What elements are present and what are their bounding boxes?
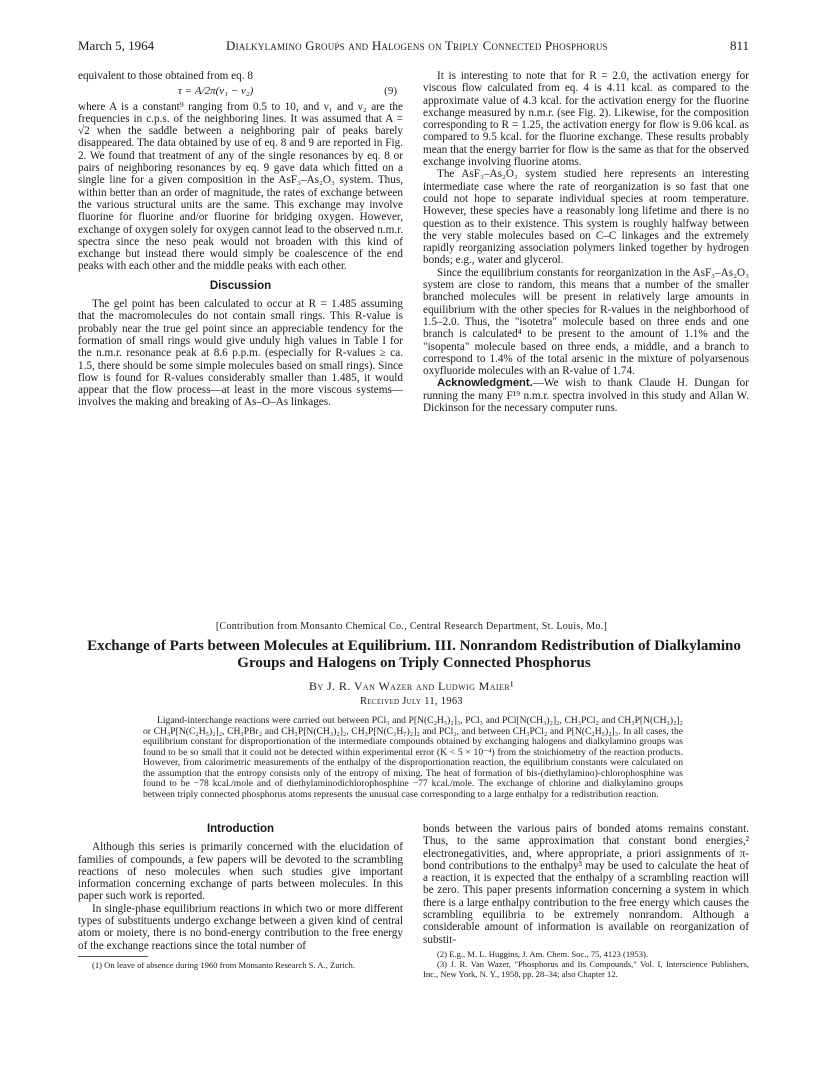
- paragraph: The AsF₃–As₂O₃ system studied here represents an interesting intermediate case where the rate of reorganization is so fast that one could not hope to separate individual species at room temperature. However, these species have a reasonably long lifetime and there is no question as to their existence. This system is roughly halfway between the very stable molecules based on C–C linkages and the extremely rapidly reorganizing association polymers linked together by hydrogen bonds; e.g., water and glycerol.: [423, 168, 749, 267]
- footnote-rule: [78, 956, 148, 957]
- page-number: 811: [729, 38, 749, 53]
- running-header: [0, 38, 823, 54]
- contribution-line: [Contribution from Monsanto Chemical Co., Central Research Department, St. Louis, Mo.]: [215, 621, 608, 632]
- abstract-text: Ligand-interchange reactions were carried out between PCl₃ and P[N(C₂H₅)₂]₃, PCl₃ and PCl[N(CH₃)₂]₂, CH₃PCl₂ and CH₃P[N(CH₃)₂]₂ or CH₃P[N(C₂H₅)₂]₂, CH₃PBr₂ and CH₃P[N(CH₃)₂]₂, CH₃P[N(C₃H₇)₂]₂ and PCl₃, and between CH₃PCl₂ and P[N(C₂H₅)₂]₃. In all cases, the equilibrium constant for disproportionation of the intermediate compounds obtained by exchanging halogens and dialkylamino groups was found to be so small that it could not be detected within experimental error (K < 5 × 10⁻⁴) from the stoichiometry of the reaction products. However, from calorimetric measurements of the enthalpy of the disproportionation reaction, the equilibrium constants were calculated on the assumption that the entropy consists only of the entropy of mixing. The heat of formation of bis-(diethylamino)-chlorophosphine was found to be −78 kcal./mole and of diethylaminodichlorophosphine −77 kcal./mole. The exchange of chlorine and dialkylamino groups between triply connected phosphorus atoms represents the unusual case corresponding to a large enthalpy for a redistribution reaction.: [143, 715, 683, 800]
- paragraph: bonds between the various pairs of bonded atoms remains constant. Thus, to the same approximation that constant bond energies,² electronegativities, and, where appropriate, a priori assignments of π-bond contributions to the enthalpy³ may be used to calculate the heat of a reaction, it is expected that the enthalpy of a scrambling reaction will be zero. This paper presents information concerning a system in which there is a large enthalpy contribution to the free energy which causes the scrambling equilibria to be extremely nonrandom. Although a considerable amount of information is available on reorganization of substit-: [423, 823, 749, 946]
- left-column-top: [78, 70, 403, 409]
- footnote: (2) E.g., M. L. Huggins, J. Am. Chem. Soc., 75, 4123 (1953).: [437, 948, 649, 959]
- paragraph: equivalent to those obtained from eq. 8: [78, 70, 253, 82]
- discussion-heading: Discussion: [209, 279, 272, 292]
- header-running-title: Dialkylamino Groups and Halogens on Triply Connected Phosphorus: [226, 38, 608, 53]
- acknowledgment-text: —We wish to thank Claude H. Dungan for running the many F¹⁹ n.m.r. spectra involved in this study and Allan W. Dickinson for the necessary computer runs.: [423, 377, 749, 415]
- paragraph: where A is a constant⁹ ranging from 0.5 to 10, and ν₁ and ν₂ are the frequencies in c.p.s. of the neighboring lines. It was assumed that A = √2 when the saddle between a neighboring pair of peaks barely disappeared. The data obtained by use of eq. 8 and 9 are reported in Fig. 2. We found that treatment of any of the single resonances by eq. 8 or pairs of neighboring resonances by eq. 9 gave data which fitted on a single line for a given composition in the AsF₃–As₂O₃ system. Thus, within better than an order of magnitude, the rates of exchange between the various structural units are the same. This exchange may involve fluorine for fluorine and/or fluorine for bridging oxygen. However, exchange of oxygen solely for oxygen cannot lead to the observed n.m.r. spectra since the neso peak would not broaden with this kind of exchange but instead there would simply be coalescence of the end peaks with each other and the middle peaks with each other.: [78, 100, 403, 273]
- equation-number: (9): [384, 85, 397, 98]
- footnote: (1) On leave of absence during 1960 from Monsanto Research S. A., Zurich.: [92, 959, 355, 970]
- article-authors: By J. R. Van Wazer and Ludwig Maier¹: [309, 679, 514, 693]
- acknowledgment-label: Acknowledgment.: [437, 377, 533, 390]
- acknowledgment: [423, 377, 749, 414]
- paragraph: Although this series is primarily concerned with the elucidation of families of compounds, a few papers will be devoted to the scrambling reactions of neso molecules when such studies give important information concerning exchange of parts between molecules. In this paper such work is reported.: [78, 841, 403, 903]
- header-date: March 5, 1964: [78, 38, 155, 53]
- paragraph: It is interesting to note that for R = 2.0, the activation energy for viscous flow calculated from eq. 4 is 4.11 kcal. as compared to the approximate value of 4.3 kcal. for the activation energy for the fluorine exchange measured by n.m.r. (see Fig. 2). Likewise, for the composition corresponding to R = 1.25, the activation energy for flow is 9.06 kcal. as compared to 9.5 kcal. for the fluorine exchange. These results probably mean that the energy barrier for flow is the same as that for the observed exchange involving fluorine atoms.: [423, 70, 749, 169]
- left-column-bottom: [78, 823, 403, 970]
- paragraph: The gel point has been calculated to occur at R = 1.485 assuming that the macromolecules do not contain small rings. This R-value is probably near the true gel point since an appreciable tendency for the formation of small rings would give unduly high values in Table I for the n.m.r. resonance peak at 8.6 p.p.m. (especially for R-values ≥ ca. 1.5, there should be some simple molecules based on small rings). Since flow is found for R-values considerably smaller than 1.485, it would appear that the flow process—at least in the more viscous systems—involves the making and breaking of As–O–As linkages.: [78, 298, 403, 409]
- received-date: Received July 11, 1963: [360, 696, 463, 707]
- paragraph: In single-phase equilibrium reactions in which two or more different types of substituents undergo exchange between a given kind of central atom or moiety, there is no bond-energy contribution to the free energy of the exchange reactions since the total number of: [78, 902, 403, 952]
- abstract: [143, 716, 683, 800]
- paragraph: Since the equilibrium constants for reorganization in the AsF₃–As₂O₃ system are close to random, this means that a number of the smaller branched molecules will be present in relatively large amounts in equilibrium with the other species for R-values in the neighborhood of 1.5–2.0. Thus, the "isotetra" molecule based on three ends and one branch is calculated⁴ to be present to the amount of 1.1% and the "isopenta" molecule based on three ends, a middle, and a branch to correspond to 1.4% of the total arsenic in the mixture of polyarsenous oxyfluoride molecules with an R-value of 1.74.: [423, 266, 749, 378]
- equation-9: [78, 85, 403, 97]
- footnote: (3) J. R. Van Wazer, "Phosphorus and Its Compounds," Vol. I, Interscience Publishers, Inc., New York, N. Y., 1958, pp. 28–34; also Chapter 12.: [423, 958, 749, 979]
- equation-expression: τ = A/2π(ν₁ − ν₂): [178, 85, 254, 98]
- introduction-heading: Introduction: [206, 823, 275, 835]
- right-column-top: [423, 70, 749, 414]
- right-column-bottom: [423, 823, 749, 979]
- article-title: Exchange of Parts between Molecules at Equilibrium. III. Nonrandom Redistribution of Dialkylamino Groups and Halogens on Triply Connected Phosphorus: [87, 638, 741, 671]
